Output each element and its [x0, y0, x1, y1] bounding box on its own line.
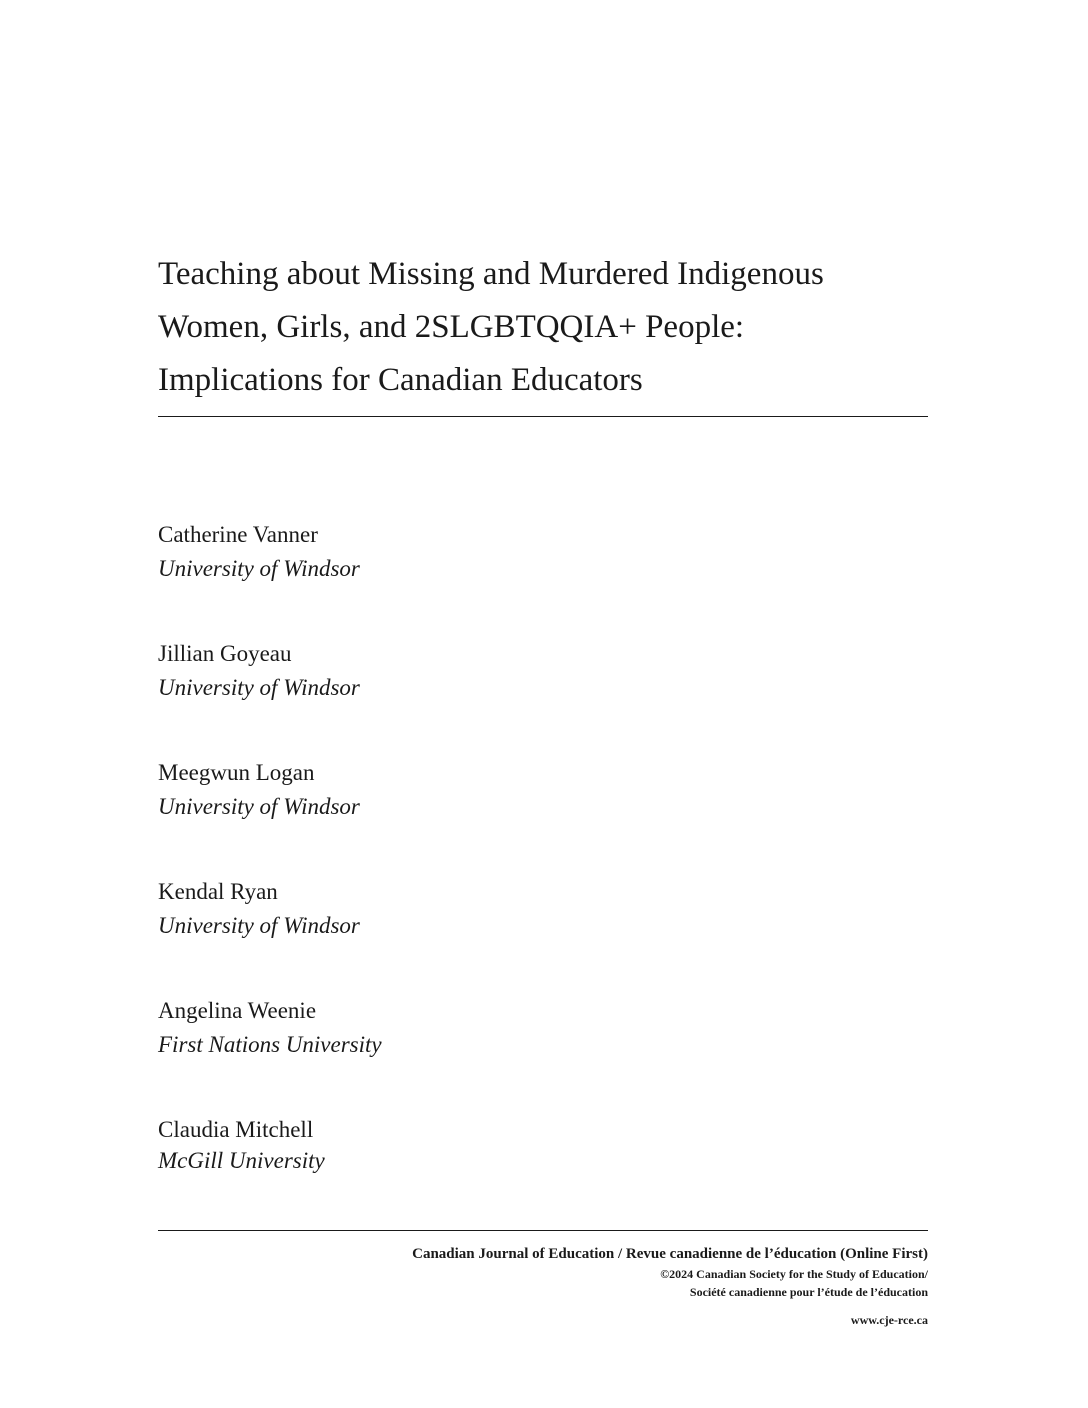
title-line-2: Women, Girls, and 2SLGBTQQIA+ People: — [158, 309, 745, 345]
title-line-3: Implications for Canadian Educators — [158, 362, 643, 398]
author-block-3 — [158, 756, 360, 824]
title-line-1: Teaching about Missing and Murdered Indigenous — [158, 256, 824, 292]
author-affiliation: University of Windsor — [158, 675, 360, 700]
journal-name: Canadian Journal of Education / Revue canadienne de l’éducation (Online First) — [412, 1246, 928, 1262]
copyright-line: ©2024 Canadian Society for the Study of Education/ — [660, 1267, 928, 1281]
author-block-2 — [158, 637, 360, 705]
footer-divider — [158, 1230, 928, 1231]
author-name: Catherine Vanner — [158, 522, 318, 547]
author-affiliation: University of Windsor — [158, 794, 360, 819]
author-block-6 — [158, 1113, 325, 1175]
author-name: Angelina Weenie — [158, 998, 317, 1023]
title-divider — [158, 416, 928, 417]
author-name: Claudia Mitchell — [158, 1117, 314, 1142]
author-name: Kendal Ryan — [158, 879, 278, 904]
author-affiliation: McGill University — [158, 1148, 325, 1173]
author-name: Jillian Goyeau — [158, 641, 292, 666]
author-affiliation: University of Windsor — [158, 556, 360, 581]
author-block-1 — [158, 518, 360, 586]
author-block-5 — [158, 994, 382, 1062]
journal-footer — [412, 1243, 928, 1329]
author-name: Meegwun Logan — [158, 760, 315, 785]
article-title — [158, 248, 938, 407]
author-block-4 — [158, 875, 360, 943]
copyright-line-french: Société canadienne pour l’étude de l’éducation — [689, 1285, 928, 1299]
journal-url: www.cje-rce.ca — [850, 1313, 928, 1327]
author-affiliation: First Nations University — [158, 1032, 382, 1057]
author-affiliation: University of Windsor — [158, 913, 360, 938]
